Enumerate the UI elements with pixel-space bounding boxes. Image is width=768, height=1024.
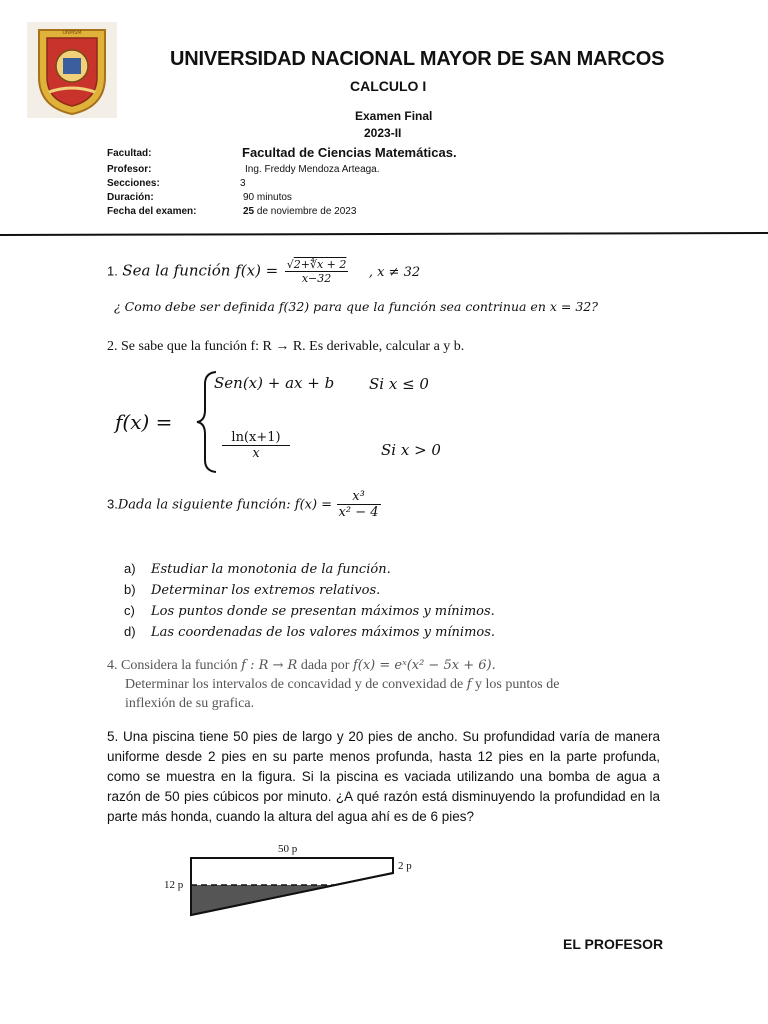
profesor-label: Profesor: [107,164,152,175]
q2-case2-fraction [222,430,290,461]
q3-items [124,559,495,643]
university-seal-logo [27,22,117,118]
q1-number: 1. [107,263,118,279]
q2-case2 [222,430,290,461]
q4-line1: 4. Considera la función f : R → R dada por f(x) = eˣ(x² − 5x + 6). [107,658,496,673]
pool-shallow-label: 2 p [398,860,412,872]
question-2 [107,339,464,355]
q4-number: 4. [107,658,118,673]
question-4 [107,656,559,713]
q1-fraction [285,258,349,285]
profesor-value: Ing. Freddy Mendoza Arteaga. [245,164,380,175]
q3-fraction [337,489,381,520]
q1-question: ¿ Como debe ser definida f(32) para que la función sea contrinua en x = 32? [114,299,598,314]
q3-item-d: d) Las coordenadas de los valores máximos y mínimos. [124,624,496,640]
q2-text: Se sabe que la función f: R → R. Es derivable, calcular a y b. [121,339,465,354]
q3-lead: Dada la siguiente función: f(x) = [117,497,333,513]
fecha-rest: de noviembre de 2023 [254,206,357,217]
facultad-label: Facultad: [107,148,152,159]
fecha-value [243,206,356,217]
q4-line3: inflexión de su grafica. [125,696,255,711]
facultad-value: Facultad de Ciencias Matemáticas. [242,145,457,160]
pool-length-label: 50 p [278,843,298,855]
svg-text:UNMSM: UNMSM [62,30,82,36]
q3-item-b: b) Determinar los extremos relativos. [124,582,381,598]
q1-numerator: √2+∜x + 2 [286,258,347,271]
q2-fx: f(x) = [115,410,173,434]
q1-radicand: 2+∜x + 2 [293,258,347,271]
q3-denominator: x² − 4 [338,505,379,520]
professor-signature: EL PROFESOR [563,936,664,952]
fecha-day: 25 [243,206,255,217]
q4-line2: Determinar los intervalos de concavidad y de convexidad de f y los puntos de [125,677,560,692]
q2-number: 2. [107,339,118,354]
university-name: UNIVERSIDAD NACIONAL MAYOR DE SAN MARCOS [170,48,665,70]
semester: 2023-II [364,126,402,140]
pool-figure [160,838,430,928]
q1-lead: Sea la función f(x) = [122,261,279,280]
q2-case2-numerator: ln(x+1) [222,430,290,446]
course-title: CALCULO I [350,78,427,94]
q1-condition: , x ≠ 32 [368,264,421,280]
pool-deep-label: 12 p [164,879,184,891]
exam-title: Examen Final [355,109,433,123]
q3-numerator: x³ [337,489,381,505]
q2-cond1: Si x ≤ 0 [369,375,429,393]
q1-denominator: x−32 [301,272,332,285]
q2-cond2: Si x > 0 [381,441,441,459]
header-divider [0,232,768,236]
secciones-value: 3 [240,178,246,189]
question-1 [107,258,420,285]
secciones-label: Secciones: [107,178,160,189]
duracion-value: 90 minutos [243,192,292,203]
question-3 [107,489,381,520]
q2-case2-denominator: x [252,446,260,461]
duracion-label: Duración: [107,192,154,203]
q3-number: 3. [107,496,118,512]
question-5: 5. Una piscina tiene 50 pies de largo y 20 pies de ancho. Su profundidad varía de manera uniforme desde 2 pies en su parte menos profunda, hasta 12 pies en la parte profunda, como se muestra en la figura. Si la piscina es vaciada utilizando una bomba de agua a razón de 50 pies cúbicos por minuto. ¿A qué razón está disminuyendo la profundidad en la parte más honda, cuando la altura del agua ahí es de 6 pies? [107,729,660,824]
q2-case1: Sen(x) + ax + b [214,374,335,392]
fecha-label: Fecha del examen: [107,206,197,217]
q3-item-c: c) Los puntos donde se presentan máximos y mínimos. [124,603,495,619]
q3-item-a: a) Estudiar la monotonia de la función. [124,561,391,577]
